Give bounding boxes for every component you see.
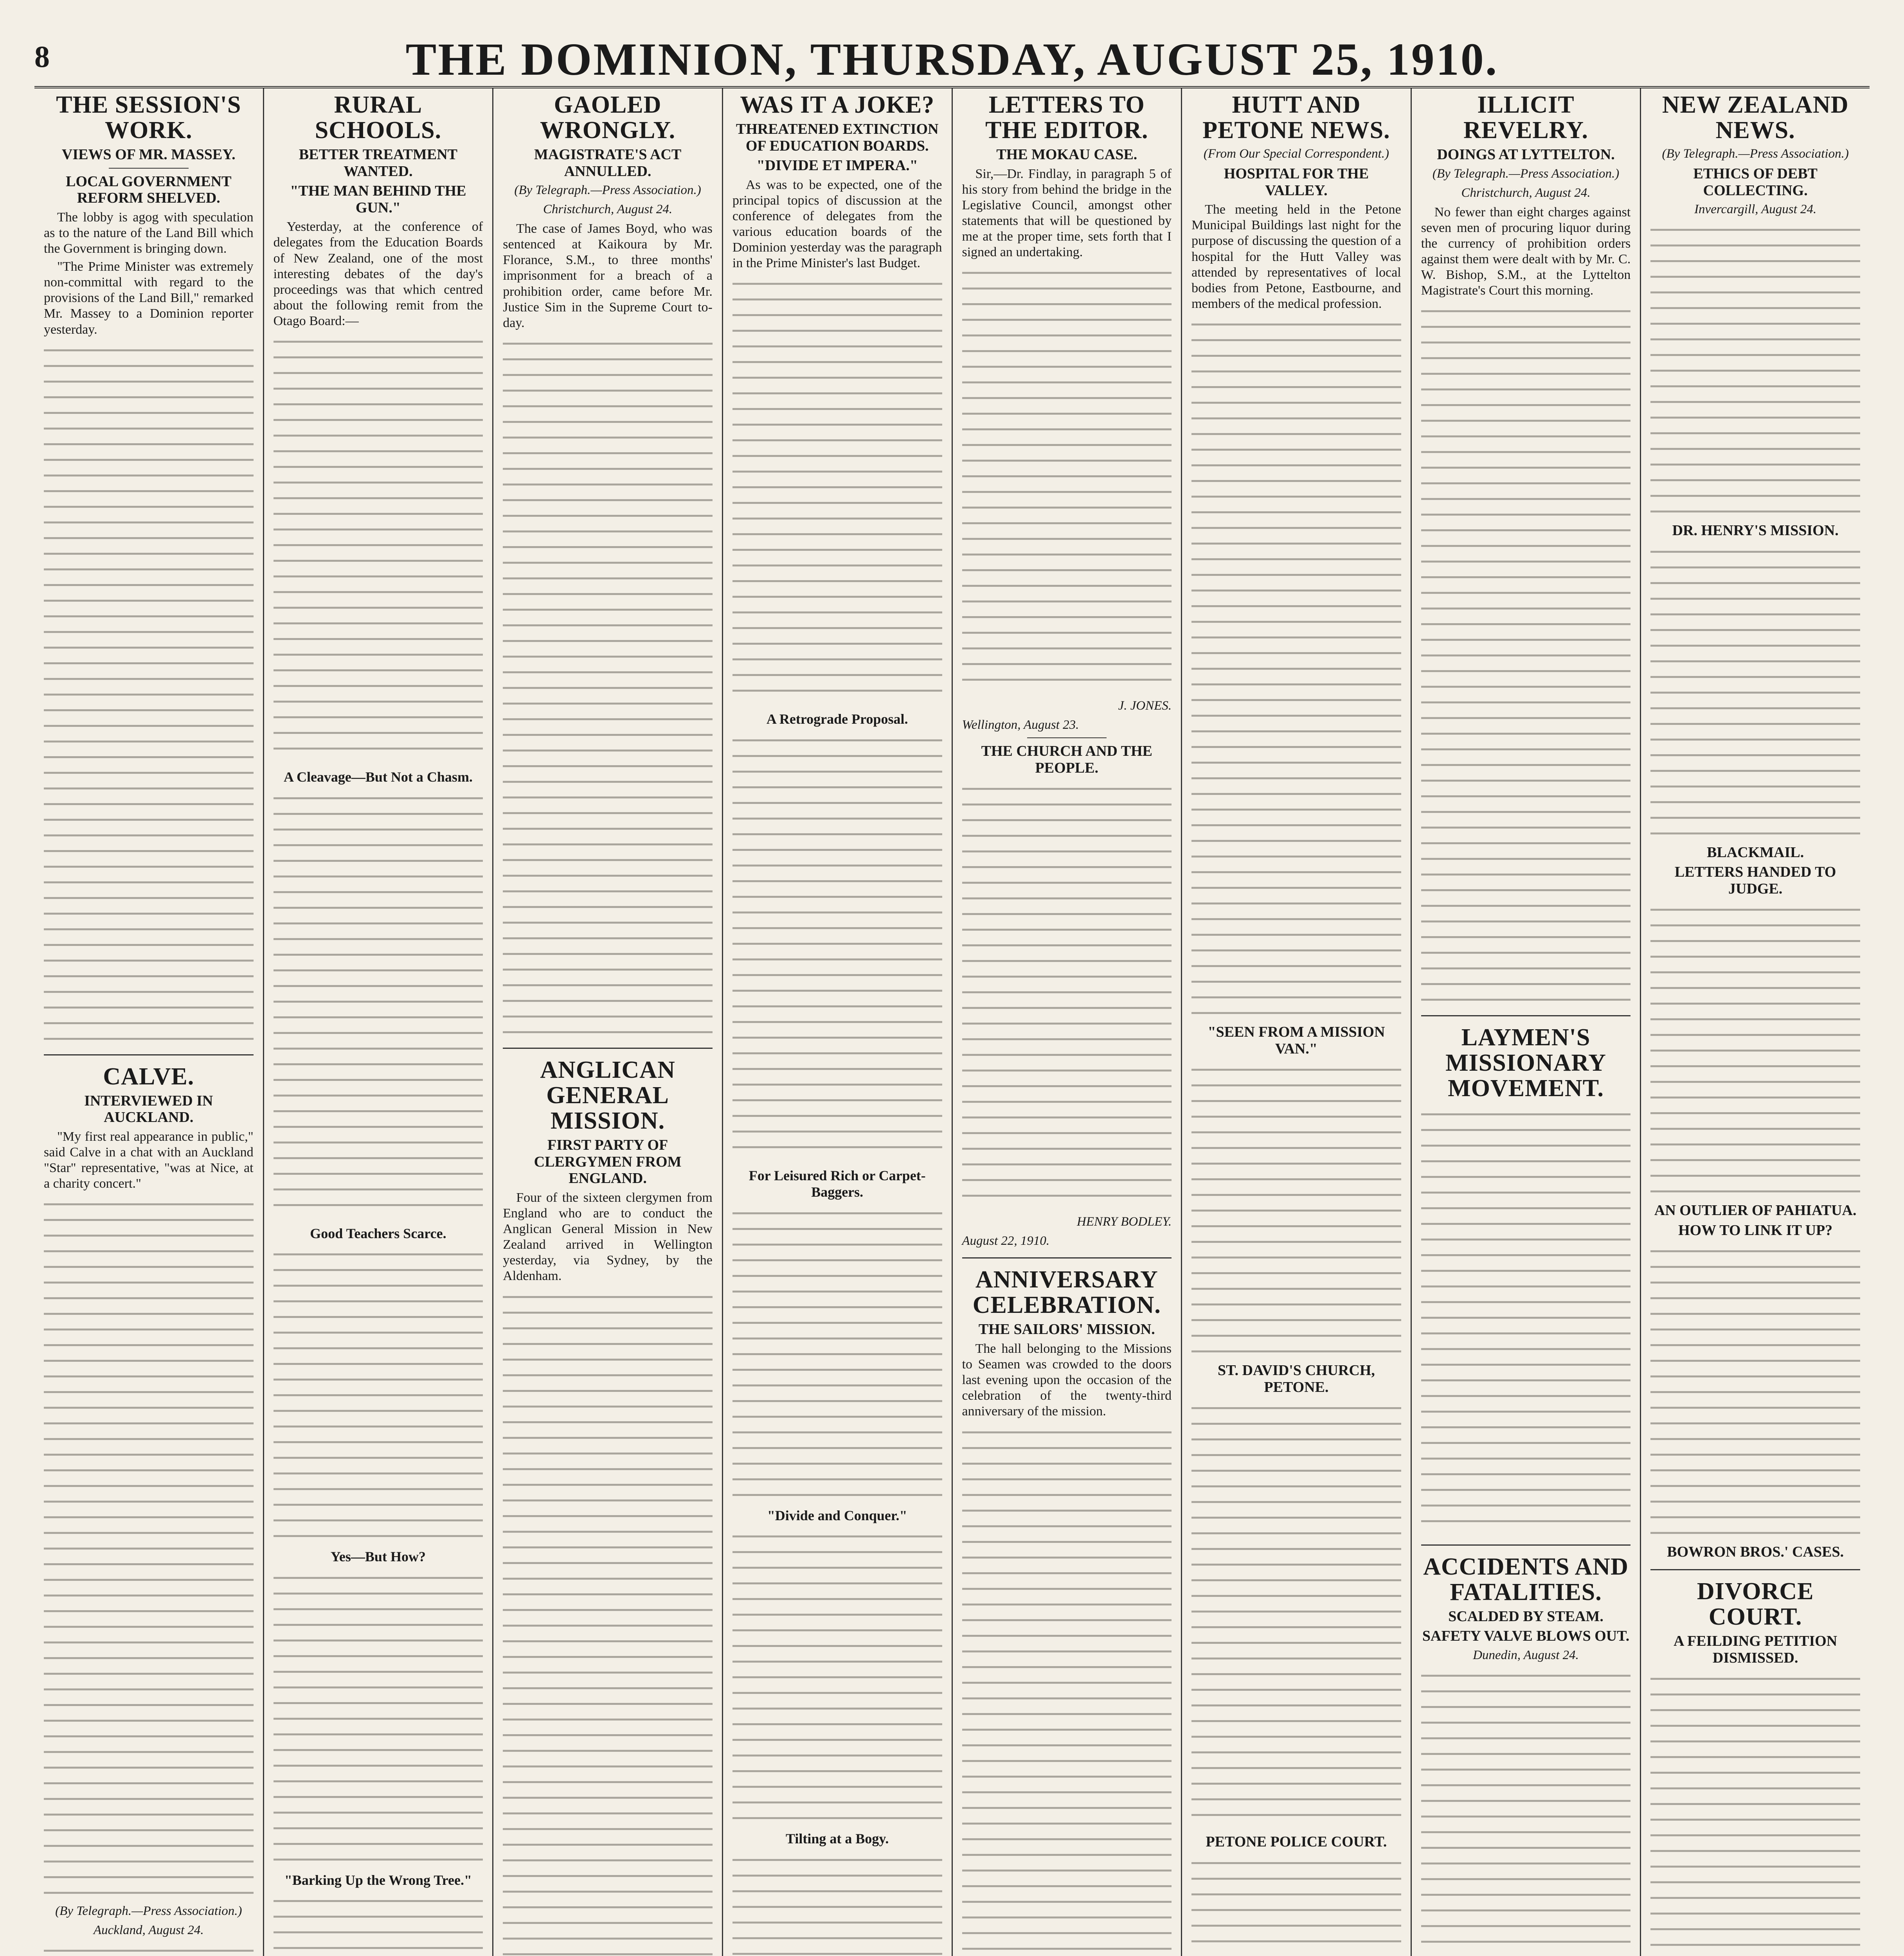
article-paragraph: Four of the sixteen clergymen from England who are to conduct the Anglican General Mission in New Zealand arrived in Wellington yesterday, via Sydney, by the Aldenham.: [503, 1190, 713, 1284]
text-block: [962, 780, 1172, 1210]
text-block: [44, 342, 254, 1046]
headline-laymens-movement: LAYMEN'S MISSIONARY MOVEMENT.: [1445, 1024, 1606, 1102]
deck-threatened-extinction: THREATENED EXTINCTION OF EDUCATION BOARDS.: [736, 121, 939, 154]
deck-interviewed-auckland: INTERVIEWED IN AUCKLAND.: [84, 1092, 213, 1126]
deck-better-treatment: BETTER TREATMENT WANTED.: [299, 146, 457, 180]
subhead: Tilting at a Bogy.: [785, 1831, 889, 1847]
deck-debt-collecting: ETHICS OF DEBT COLLECTING.: [1693, 165, 1818, 199]
text-block: [962, 264, 1172, 694]
text-block: [1650, 901, 1860, 1198]
deck-divide-et-impera: "DIVIDE ET IMPERA.": [756, 157, 918, 174]
text-block: [1191, 1854, 1401, 1956]
headline-hutt-petone: HUTT AND PETONE NEWS.: [1202, 92, 1390, 144]
text-block: [1650, 543, 1860, 840]
text-block: [274, 333, 483, 763]
dateline: Invercargill, August 24.: [1694, 202, 1817, 217]
byline: (By Telegraph.—Press Association.): [514, 183, 701, 198]
letter-place: Wellington, August 23.: [962, 718, 1079, 732]
column-8: [1641, 88, 1870, 1956]
headline-accidents: ACCIDENTS AND FATALITIES.: [1423, 1553, 1629, 1605]
subhead: A Retrograde Proposal.: [766, 711, 908, 727]
deck-hospital-valley: HOSPITAL FOR THE VALLEY.: [1224, 165, 1369, 199]
text-block: [1650, 1242, 1860, 1540]
text-block: [274, 789, 483, 1220]
deck-feilding-petition: A FEILDING PETITION DISMISSED.: [1674, 1633, 1837, 1666]
deck-man-behind-gun: "THE MAN BEHIND THE GUN.": [290, 183, 466, 216]
text-block: [1191, 1399, 1401, 1830]
dateline: Dunedin, August 24.: [1473, 1648, 1579, 1662]
column-5: [953, 88, 1182, 1956]
correspondent-note: (From Our Special Correspondent.): [1203, 147, 1389, 161]
deck-outlier-pahiatua: AN OUTLIER OF PAHIATUA.: [1654, 1202, 1857, 1219]
headline-rural-schools: RURAL SCHOOLS.: [315, 92, 442, 144]
article-paragraph: "My first real appearance in public," said Calve in a chat with an Auckland "Star" representative, "was at Nice, at a charity concert.": [44, 1129, 254, 1191]
text-block: [962, 1424, 1172, 1956]
deck-petone-police-court: PETONE POLICE COURT.: [1206, 1834, 1387, 1850]
article-paragraph: The lobby is agog with speculation as to the nature of the Land Bill which the Government is bringing down.: [44, 210, 254, 256]
deck-dr-henry: DR. HENRY'S MISSION.: [1672, 522, 1839, 539]
deck-mission-van: "SEEN FROM A MISSION VAN.": [1208, 1023, 1385, 1057]
deck-first-party: FIRST PARTY OF CLERGYMEN FROM ENGLAND.: [534, 1137, 682, 1187]
headline-anglican-mission: ANGLICAN GENERAL MISSION.: [540, 1056, 675, 1134]
subhead: For Leisured Rich or Carpet-Baggers.: [749, 1167, 926, 1200]
text-block: [732, 1205, 942, 1502]
article-paragraph: The meeting held in the Petone Municipal Buildings last night for the purpose of discussing the question of a hospital for the Hutt Valley was attended by representatives of local bodies from Petone, Eastbourne, and members of the medical profession.: [1191, 202, 1401, 311]
text-block: [44, 1196, 254, 1900]
dateline: Christchurch, August 24.: [543, 202, 673, 217]
column-3: [493, 88, 723, 1956]
deck-link-it-up: HOW TO LINK IT UP?: [1678, 1222, 1833, 1239]
subhead: A Cleavage—But Not a Chasm.: [283, 769, 473, 785]
subhead: "Barking Up the Wrong Tree.": [284, 1872, 472, 1888]
article-paragraph: As was to be expected, one of the principal topics of discussion at the conference of delegates from the various education boards of the Dominion yesterday was the paragraph in the Prime Minister's last Budget.: [732, 177, 942, 271]
article-paragraph: The hall belonging to the Missions to Seamen was crowded to the doors last evening upon the occasion of the celebration of the twenty-third anniversary of the mission.: [962, 1341, 1172, 1419]
article-paragraph: Sir,—Dr. Findlay, in paragraph 5 of his story from behind the bridge in the Legislative Council, amongst other statements that will be questioned by me at the proper time, sets forth that I signed an undertaking.: [962, 166, 1172, 260]
headline-anniversary: ANNIVERSARY CELEBRATION.: [972, 1266, 1161, 1319]
text-block: [1421, 1106, 1631, 1536]
masthead: [34, 27, 1870, 88]
deck-mokau-case: THE MOKAU CASE.: [996, 146, 1137, 163]
text-block: [732, 1528, 942, 1825]
deck-views-massey: VIEWS OF MR. MASSEY.: [61, 146, 236, 163]
deck-st-davids: ST. DAVID'S CHURCH, PETONE.: [1217, 1362, 1375, 1395]
column-2: [264, 88, 494, 1956]
text-block: [732, 732, 942, 1162]
deck-scalded: SCALDED BY STEAM.: [1448, 1608, 1603, 1625]
dateline: Auckland, August 24.: [93, 1923, 204, 1938]
deck-safety-valve: SAFETY VALVE BLOWS OUT.: [1422, 1628, 1630, 1645]
article-paragraph: "The Prime Minister was extremely non-committal with regard to the provisions of the Land Bill," remarked Mr. Massey to a Dominion reporter yesterday.: [44, 259, 254, 337]
deck-sailors-mission: THE SAILORS' MISSION.: [978, 1321, 1155, 1338]
deck-local-government: LOCAL GOVERNMENT REFORM SHELVED.: [66, 173, 232, 207]
byline: (By Telegraph.—Press Association.): [55, 1904, 242, 1918]
letter-signature: HENRY BODLEY.: [1077, 1215, 1172, 1229]
column-6: [1182, 88, 1412, 1956]
text-block: [503, 1288, 713, 1956]
article-paragraph: Yesterday, at the conference of delegates from the Education Boards of New Zealand, one of the most interesting debates of the day's proceedings was that which centred about the following remit from the Otago Board:—: [273, 219, 483, 329]
headline-letters-editor: LETTERS TO THE EDITOR.: [985, 92, 1148, 144]
article-paragraph: No fewer than eight charges against seven men of procuring liquor during the currency of prohibition orders against them were dealt with by Mr. C. W. Bishop, S.M., at the Lyttelton Magistrate's Court this morning.: [1421, 205, 1631, 298]
deck-lyttelton: DOINGS AT LYTTELTON.: [1437, 146, 1615, 163]
headline-gaoled-wrongly: GAOLED WRONGLY.: [540, 92, 676, 144]
headline-divorce-court: DIVORCE COURT.: [1697, 1578, 1814, 1631]
deck-letters-judge: LETTERS HANDED TO JUDGE.: [1674, 864, 1836, 897]
text-block: [274, 1569, 483, 1866]
byline: (By Telegraph.—Press Association.): [1662, 147, 1849, 161]
newspaper-title: THE DOMINION, THURSDAY, AUGUST 25, 1910.: [405, 34, 1499, 85]
headline-calve: CALVE.: [103, 1063, 194, 1090]
deck-magistrates-act: MAGISTRATE'S ACT ANNULLED.: [534, 146, 682, 180]
headline-nz-news: NEW ZEALAND NEWS.: [1662, 92, 1849, 144]
deck-church-people: THE CHURCH AND THE PEOPLE.: [981, 743, 1153, 776]
deck-bowron-bros: BOWRON BROS.' CASES.: [1667, 1544, 1844, 1560]
dateline: Christchurch, August 24.: [1461, 185, 1591, 200]
columns: [34, 88, 1870, 1956]
letter-signature: J. JONES.: [1118, 699, 1172, 713]
letter-date: August 22, 1910.: [962, 1234, 1050, 1248]
deck-blackmail: BLACKMAIL.: [1707, 844, 1804, 861]
text-block: [732, 275, 942, 705]
subhead: Yes—But How?: [330, 1549, 426, 1565]
headline-was-it-a-joke: WAS IT A JOKE?: [740, 92, 935, 118]
subhead: Good Teachers Scarce.: [310, 1225, 446, 1241]
article-paragraph: The case of James Boyd, who was sentenced at Kaikoura by Mr. Florance, S.M., to three months' imprisonment for a breach of a prohibition order, came before Mr. Justice Sim in the Supreme Court to-day.: [503, 221, 713, 330]
text-block: [503, 335, 713, 1039]
column-7: [1412, 88, 1641, 1956]
headline-illicit-revelry: ILLICIT REVELRY.: [1463, 92, 1588, 144]
text-block: [732, 1851, 942, 1956]
byline: (By Telegraph.—Press Association.): [1432, 166, 1620, 181]
text-block: [44, 1942, 254, 1956]
text-block: [1650, 221, 1860, 518]
column-1: [34, 88, 264, 1956]
text-block: [1421, 302, 1631, 1007]
page-number: 8: [34, 40, 50, 74]
column-4: [723, 88, 953, 1956]
text-block: [274, 1246, 483, 1543]
text-block: [1191, 316, 1401, 1020]
headline-sessions-work: THE SESSION'S WORK.: [56, 92, 241, 144]
text-block: [274, 1892, 483, 1956]
subhead: "Divide and Conquer.": [767, 1507, 907, 1523]
text-block: [1421, 1667, 1631, 1956]
text-block: [1191, 1061, 1401, 1358]
text-block: [1650, 1670, 1860, 1956]
